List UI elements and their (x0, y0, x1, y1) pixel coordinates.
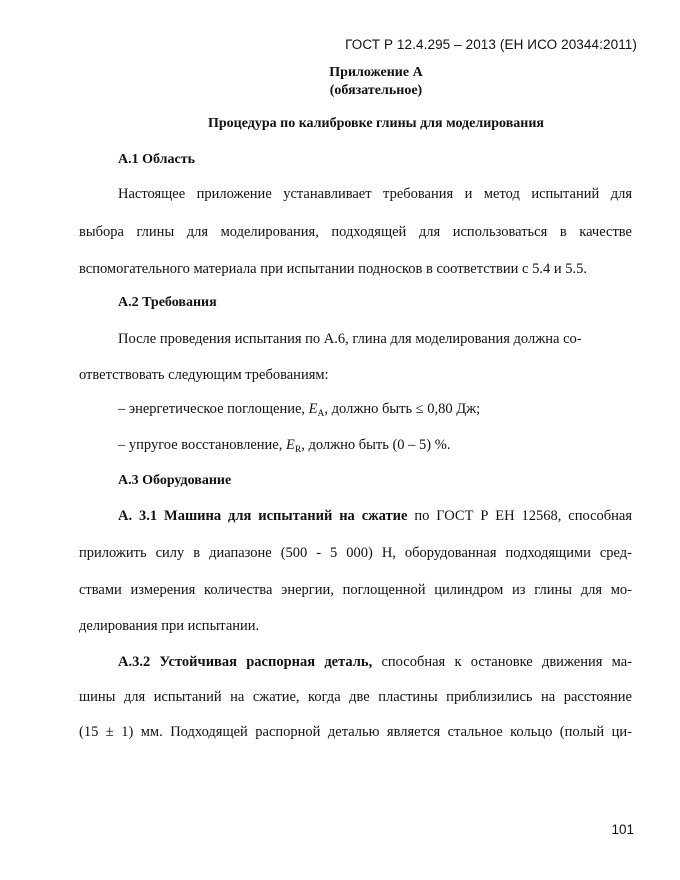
recovery-symbol: E (286, 437, 295, 453)
item-text: , должно быть (0 – 5) %. (301, 437, 451, 453)
paragraph-line: выбора глины для моделирования, подходящей для использоваться в качестве (79, 224, 632, 240)
paragraph-line: приложить силу в диапазоне (500 - 5 000) Н, оборудованная подходящими сред- (79, 545, 632, 561)
appendix-heading (0, 64, 680, 100)
paragraph-line-a31 (118, 508, 632, 525)
page-number: 101 (611, 822, 634, 837)
recovery-subscript: R (294, 445, 302, 455)
paragraph-line: вспомогательного материала при испытании подносков в соответствии с 5.4 и 5.5. (79, 261, 587, 277)
item-text: – энергетическое поглощение, (118, 401, 309, 417)
paragraph-line: шины для испытаний на сжатие, когда две пластины приблизились на расстояние (79, 689, 632, 705)
appendix-status: (обязательное) (329, 83, 423, 98)
requirement-item-recovery (118, 437, 450, 454)
section-a1-heading: А.1 Область (118, 152, 195, 167)
paragraph-line: делирования при испытании. (79, 618, 260, 634)
paragraph-line: (15 ± 1) мм. Подходящей распорной деталью является стальное кольцо (полый ци- (79, 724, 632, 740)
a32-label: А.3.2 Устойчивая распорная деталь, (118, 654, 373, 670)
a31-text: по ГОСТ Р ЕН 12568, способная (407, 508, 632, 524)
paragraph-line: После проведения испытания по А.6, глина для моделирования должна со- (118, 331, 582, 347)
energy-subscript: A (317, 409, 325, 419)
paragraph-line: Настоящее приложение устанавливает требования и метод испытаний для (118, 186, 632, 202)
section-a3-heading: А.3 Оборудование (118, 473, 232, 488)
item-text: , должно быть ≤ 0,80 Дж; (324, 401, 481, 417)
paragraph-line: ответствовать следующим требованиям: (79, 367, 329, 383)
paragraph-line-a32 (118, 654, 632, 671)
item-text: – упругое восстановление, (118, 437, 286, 453)
requirement-item-energy (118, 401, 480, 418)
appendix-title: Приложение А (329, 65, 423, 80)
paragraph-line: ствами измерения количества энергии, поглощенной цилиндром из глины для мо- (79, 582, 632, 598)
energy-symbol: E (308, 401, 318, 417)
a32-text: способная к остановке движения ма- (372, 654, 632, 670)
procedure-title: Процедура по калибровке глины для моделирования (208, 116, 544, 131)
a31-label: А. 3.1 Машина для испытаний на сжатие (118, 508, 408, 524)
section-a2-heading: А.2 Требования (118, 295, 217, 310)
standard-code-header: ГОСТ Р 12.4.295 – 2013 (ЕН ИСО 20344:2011) (345, 37, 637, 52)
